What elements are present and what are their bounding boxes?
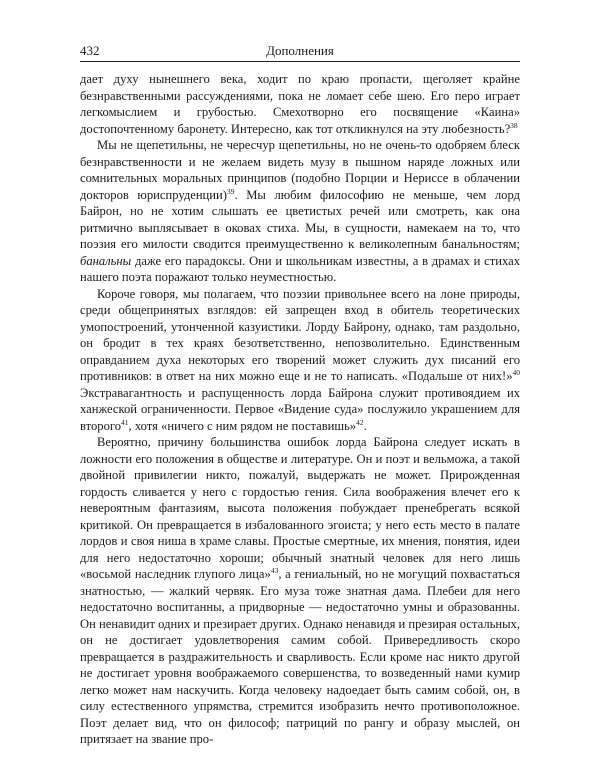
footnote-ref: 43 bbox=[270, 566, 279, 575]
paragraph-text: , а гениальный, но не могущий похвастаться знатностью, — жалкий червяк. Его муза тоже знатная дама. Плебеи для него недостаточно воспитанны, а придворные — недостаточно умны и образованны. Он ненавидит одних и презирает других. Однако ненавидя и презирая остальных, он не достигает удовлетворения самим собой. Привередливость скоро превращается в раздражительность и сварливость. Если кроме нас никто другой не достигает уровня воображаемого совершенства, то возведенный нами кумир легко может нам наскучить. Когда человеку надоедает быть самим собой, он, в силу естественного упрямства, стремится изобразить нечто противоположное. Поэт делает вид, что он философ; патриций по рангу и образу мыслей, он притязает на звание про- bbox=[80, 567, 520, 746]
paragraph-text: Вероятно, причину большинства ошибок лорда Байрона следует искать в ложности его положения в обществе и литературе. Он и поэт и вельможа, а такой двойной привилегии никто, пожалуй, выдержать не может. Прирожденная гордость сливается у него с гордостью гения. Сила воображения влечет его к невероятным фантазиям, высота положения побуждает пренебрегать всякой критикой. Он превращается в избалованного эгоиста; у него есть место в палате лордов и своя ниша в храме славы. Простые смертные, их мнения, понятия, идеи для него недостаточно хороши; обычный знатный человек для него лишь «восьмой наследник глупого лица» bbox=[80, 435, 520, 581]
paragraph-text: дает духу нынешнего века, ходит по краю пропасти, щеголяет крайне безнравственными рассуждениями, пока не ломает себе шею. Его перо играет легкомыслием и грубостью. Смехотворно его посвящение «Каина» достопочтенному баронету. Интересно, как тот откликнулся на эту любезность? bbox=[80, 72, 520, 136]
emphasis-text: банальны bbox=[80, 253, 132, 268]
page-header bbox=[80, 44, 520, 62]
paragraph bbox=[80, 434, 520, 748]
paragraph-continued bbox=[80, 71, 520, 137]
footnote-ref: 38 bbox=[510, 120, 518, 130]
footnote-ref: 40 bbox=[512, 368, 520, 377]
paragraph bbox=[80, 137, 520, 286]
paragraph-text: . Мы любим философию не меньше, чем лорд Байрон, но не хотим слышать ее цветистых речей или смотреть, как она ритмично выплясывает в оковах стиха. Мы, в сущности, намекаем на то, что поэзия его милости сводится преимущественно к великолепным банальностям; bbox=[80, 187, 520, 251]
page-number: 432 bbox=[80, 43, 100, 58]
running-head: Дополнения bbox=[266, 43, 334, 58]
footnote-ref: 42 bbox=[356, 417, 364, 427]
paragraph-text: , хотя «ничего с ним рядом не поставишь» bbox=[128, 418, 357, 433]
footnote-ref: 41 bbox=[121, 417, 129, 427]
paragraph bbox=[80, 286, 520, 435]
paragraph-text: Короче говоря, мы полагаем, что поэзии привольнее всего на лоне природы, среди общепринятых взглядов: ей запрещен вход в обитель теоретических умопостроений, утонченной казуистики. Лорду Байрону, однако, там раздольно, он бродит в тех краях безответственно, непозволительно. Единственным оправданием духа некоторых его творений может служить дух писаний его противников: в ответ на них можно еще и не то написать. «Подальше от них!» bbox=[80, 286, 520, 383]
footnote-ref: 39 bbox=[226, 186, 235, 196]
paragraph-text: даже его парадоксы. Они и школьникам известны, а в драмах и стихах нашего поэта поражают только неуместностью. bbox=[80, 253, 520, 284]
book-page bbox=[80, 44, 520, 748]
body-text bbox=[80, 71, 520, 748]
paragraph-text: Мы не щепетильны, не чересчур щепетильны, но не очень-то одобряем блеск безнравственности и не желаем видеть музу в пышном наряде ложных или сомнительных моральных принципов (подобно Порции и Нериссе в облачении докторов юриспруденции) bbox=[80, 138, 520, 202]
paragraph-text: Экстравагантность и распущенность лорда Байрона служит противоядием их ханжеской ограниченности. Первое «Видение суда» послужило украшением для второго bbox=[80, 385, 520, 433]
paragraph-text: . bbox=[363, 418, 367, 433]
